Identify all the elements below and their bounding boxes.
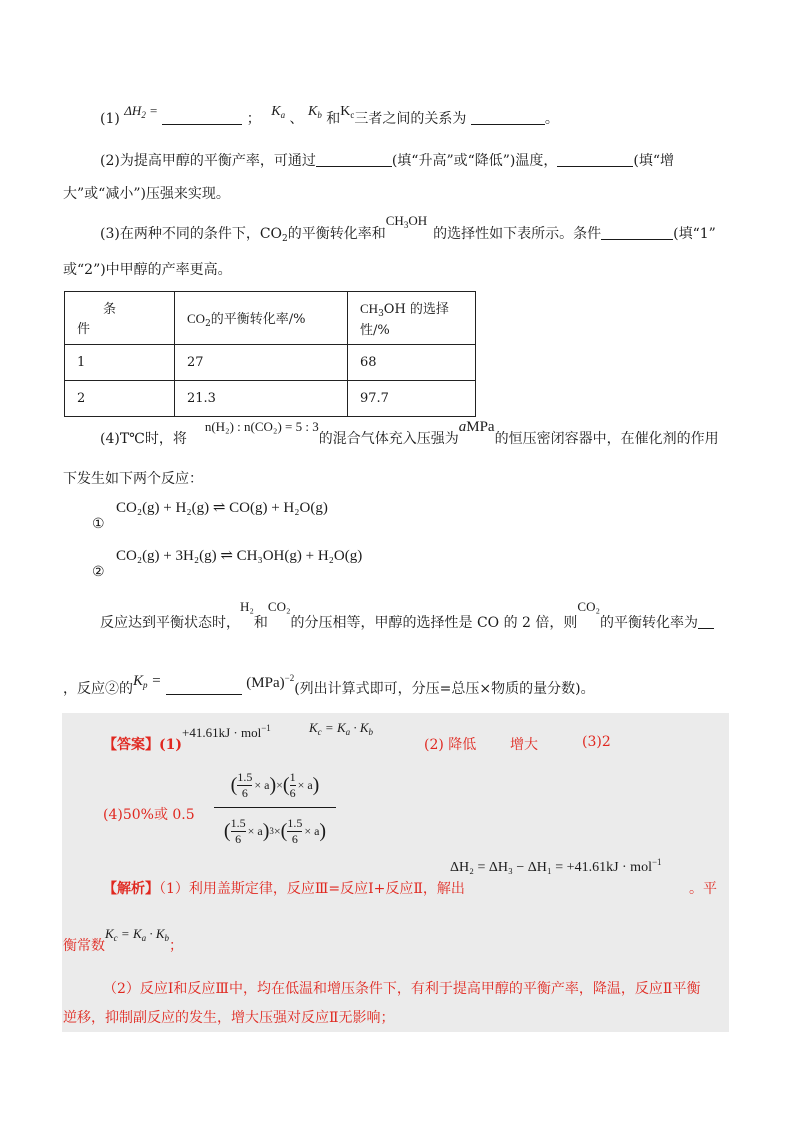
q4-unit: (MPa)$^{-2}$ — [246, 673, 295, 691]
q4-text-line3-c: 的分压相等，甲醇的选择性是 CO 的 2 倍，则 — [290, 615, 578, 631]
analysis-p1-line2-end: ； — [169, 938, 184, 954]
q1-end: 。 — [544, 111, 559, 127]
q1-kc: $K_c$ — [340, 104, 355, 120]
table-row — [65, 345, 476, 381]
q3-blank-condition[interactable] — [601, 225, 673, 240]
q4-blank-conversion[interactable] — [698, 614, 714, 629]
q1-blank-dh[interactable] — [162, 110, 242, 125]
q4-text-line4-b: (列出计算式即可，分压=总压×物质的量分数)。 — [294, 681, 595, 697]
q4-co2: CO₂ — [267, 599, 291, 614]
table-row — [65, 381, 476, 417]
q4-ratio: n(H₂) : n(CO₂) = 5 : 3 — [204, 419, 319, 434]
q1-delta-h: $\Delta H_2$ = — [124, 103, 158, 120]
answer-box — [62, 713, 729, 1032]
q4-line2: 下发生如下两个反应： — [63, 471, 203, 487]
answer-4: (4)50%或 0.5 — [103, 807, 195, 823]
q1-number: (1) — [100, 111, 120, 127]
q2-blank-pressure[interactable] — [557, 152, 633, 167]
q3-co2-sub: 2 — [282, 234, 288, 244]
header-condition-2: 件 — [77, 322, 91, 337]
header-ch3oh-selectivity: $CH_3OH$ 的选择性/% — [348, 292, 476, 345]
q1-separator: ； — [246, 111, 261, 127]
analysis-p1-line2-text: 衡常数 — [63, 938, 105, 954]
q1-ka: $K_a$ — [271, 104, 286, 120]
q4-line1 — [100, 419, 719, 448]
q4-text-line3-b: 和 — [253, 615, 268, 631]
q4-co2-b: CO₂ — [577, 599, 601, 614]
header-co2-conversion: $CO_2$的平衡转化率/% — [175, 292, 348, 345]
q3-line1 — [100, 213, 716, 244]
q2-line2: 大”或“减小”)压强来实现。 — [63, 186, 230, 202]
q4-pressure: aMPa — [458, 419, 495, 435]
header-condition-1: 条 — [103, 302, 117, 317]
selectivity-table — [64, 291, 476, 417]
q2-line1 — [100, 150, 674, 170]
q1-kb: $K_b$ — [307, 104, 322, 120]
answer-k-relation: $K_c = K_a \cdot K_b$ — [309, 720, 374, 737]
q4-text-c: 的恒压密闭容器中，在催化剂的作用 — [494, 431, 719, 447]
analysis-label: 【解析】 — [103, 881, 159, 897]
q3-text-b: 的平衡转化率和 — [287, 226, 386, 242]
q3-line2: 或“2”)中甲醇的产率更高。 — [63, 262, 232, 278]
q2-text-c: (填“增 — [633, 153, 675, 169]
reaction-2-number: ② — [92, 564, 105, 580]
q4-text-a: (4)T℃时，将 — [100, 431, 187, 447]
q4-blank-kp[interactable] — [166, 680, 242, 695]
q4-text-line3-d: 的平衡转化率为 — [600, 615, 699, 631]
analysis-p1-text: （1）利用盖斯定律，反应Ⅲ=反应Ⅰ+反应Ⅱ，解出 — [159, 881, 465, 897]
analysis-p1-tail: 。平 — [689, 881, 717, 897]
analysis-p2-line2: 逆移，抑制副反应的发生，增大压强对反应Ⅱ无影响； — [63, 1010, 395, 1026]
answer-kp-expression — [214, 763, 336, 854]
cell-conversion: 21.3 — [175, 381, 348, 417]
cell-condition: 2 — [65, 381, 175, 417]
analysis-dh-equation: ΔH₂ = ΔH₃ − ΔH₁ = +41.61kJ · mol$^{-1}$ — [450, 857, 662, 875]
reaction-1-equation: CO₂(g) + H₂(g) ⇌ CO(g) + H₂O(g) — [116, 500, 328, 516]
q4-text-line3-a: 反应达到平衡状态时， — [100, 615, 240, 631]
q3-ch3oh: $CH_3OH$ — [385, 213, 428, 230]
q3-text-c: 的选择性如下表所示。条件 — [433, 226, 602, 242]
q3-text-a: (3)在两种不同的条件下，CO — [100, 226, 283, 242]
q1-line — [100, 103, 559, 128]
cell-condition: 1 — [65, 345, 175, 381]
analysis-line1 — [103, 878, 465, 898]
q4-line3 — [100, 599, 714, 632]
header-condition — [65, 292, 175, 345]
reaction-2-equation: CO₂(g) + 3H₂(g) ⇌ CH₃OH(g) + H₂O(g) — [116, 548, 363, 564]
reaction-1-number: ① — [92, 516, 105, 532]
q1-blank-relation[interactable] — [471, 110, 545, 125]
q4-text-line4-a: ，反应②的 — [63, 681, 133, 697]
analysis-p2-line1: （2）反应Ⅰ和反应Ⅲ中，均在低温和增压条件下，有利于提高甲醇的平衡产率，降温，反应Ⅱ平衡 — [103, 981, 701, 997]
cell-selectivity: 68 — [348, 345, 476, 381]
answer-label: 【答案】(1) — [103, 737, 182, 753]
q2-text-a: (2)为提高甲醇的平衡产率，可通过 — [100, 153, 316, 169]
q4-line4 — [63, 673, 595, 698]
q1-and: 和 — [326, 111, 341, 127]
kp-denominator: ( $\frac{1.5}{6}$ × a ) 3 × ( $\frac{1.5}{6}$ × a ) — [223, 815, 327, 846]
analysis-line2 — [63, 926, 184, 955]
table-header-row — [65, 292, 476, 345]
q4-kp: $K_p$ = — [133, 673, 162, 690]
cell-selectivity: 97.7 — [348, 381, 476, 417]
analysis-k-relation: $K_c = K_a \cdot K_b$ — [105, 926, 170, 943]
cell-conversion: 27 — [175, 345, 348, 381]
kp-numerator: ( $\frac{1.5}{6}$ × a ) × ( $\frac{1}{6}$ × a ) — [230, 769, 320, 800]
q2-text-b: (填“升高”或“降低”)温度， — [391, 153, 558, 169]
q1-dun: 、 — [289, 111, 304, 127]
q4-text-b: 的混合气体充入压强为 — [318, 431, 459, 447]
answer-2-temp: (2) 降低 — [424, 737, 477, 753]
q2-blank-temperature[interactable] — [316, 152, 392, 167]
answer-dh-value: +41.61kJ · mol$^{-1}$ — [182, 723, 271, 740]
q3-text-d: (填“1” — [673, 226, 716, 242]
answer-2-pressure: 增大 — [510, 737, 538, 753]
q1-text: 三者之间的关系为 — [354, 111, 467, 127]
answer-3: (3)2 — [582, 734, 611, 750]
q4-h2: H₂ — [240, 599, 254, 614]
